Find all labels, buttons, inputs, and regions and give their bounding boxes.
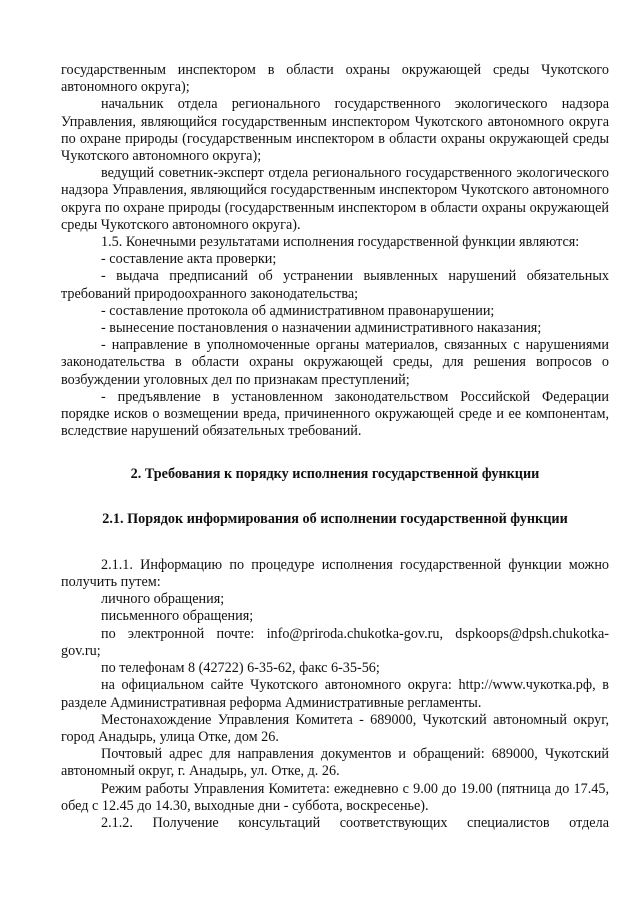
paragraph-location: Местонахождение Управления Комитета - 689000, Чукотский автономный округ, город Анадырь, улица Отке, дом 26. — [61, 711, 609, 745]
paragraph-head-of-department: начальник отдела регионального государственного экологического надзора Управления, являющийся государственным инспектором Чукотского автономного округа по охране природы (государственным инспектором в области охраны окружающей среды Чукотского автономного округа); — [61, 96, 609, 165]
list-item-claims: - предъявление в установленном законодательством Российской Федерации порядке исков о возмещении вреда, причиненного окружающей среде и ее компонентам, вследствие нарушений обязательных требований. — [61, 388, 609, 440]
list-item-inspection-act: - составление акта проверки; — [101, 251, 277, 268]
subsection-heading: 2.1. Порядок информирования об исполнении государственной функции — [102, 510, 568, 527]
list-item-website: на официальном сайте Чукотского автономного округа: http://www.чукотка.рф, в разделе Административная реформа Административные регламенты. — [61, 677, 609, 711]
list-item-email: по электронной почте: info@priroda.chukotka-gov.ru, dspkoops@dpsh.chukotka-gov.ru; — [61, 625, 609, 659]
paragraph-leading-advisor: ведущий советник-эксперт отдела регионального государственного экологического надзора Управления, являющийся государственным инспектором Чукотского автономного округа по охране природы (государственным инспектором в области охраны окружающей среды Чукотского автономного округа). — [61, 165, 609, 233]
list-item-resolution: - вынесение постановления о назначении административного наказания; — [101, 320, 542, 337]
list-item-referral: - направление в уполномоченные органы материалов, связанных с нарушениями законодательства в области охраны окружающей среды, для решения вопросов о возбуждении уголовных дел по признакам преступлений; — [61, 337, 609, 388]
section-heading: 2. Требования к порядку исполнения государственной функции — [130, 466, 540, 483]
paragraph-consultations: 2.1.2. Получение консультаций соответствующих специалистов отдела — [101, 814, 609, 831]
paragraph-working-hours: Режим работы Управления Комитета: ежедневно с 9.00 до 19.00 (пятница до 17.45, обед с 12.45 до 14.30, выходные дни - суббота, воскресенье). — [61, 780, 609, 814]
list-item-personal: личного обращения; — [101, 591, 225, 608]
list-item-phone: по телефонам 8 (42722) 6-35-62, факс 6-35-56; — [101, 660, 380, 677]
list-item-written: письменного обращения; — [101, 608, 254, 625]
paragraph-inspector-continued: государственным инспектором в области охраны окружающей среды Чукотского автономного округа); — [61, 62, 609, 96]
paragraph-postal-address: Почтовый адрес для направления документов и обращений: 689000, Чукотский автономный округ, г. Анадырь, ул. Отке, д. 26. — [61, 746, 609, 780]
document-body — [61, 62, 609, 832]
list-item-protocol: - составление протокола об административном правонарушении; — [101, 302, 495, 319]
paragraph-final-results: 1.5. Конечными результатами исполнения государственной функции являются: — [101, 234, 580, 251]
paragraph-info-ways: 2.1.1. Информацию по процедуре исполнения государственной функции можно получить путем: — [61, 556, 609, 591]
list-item-orders: - выдача предписаний об устранении выявленных нарушений обязательных требований природоохранного законодательства; — [61, 268, 609, 302]
